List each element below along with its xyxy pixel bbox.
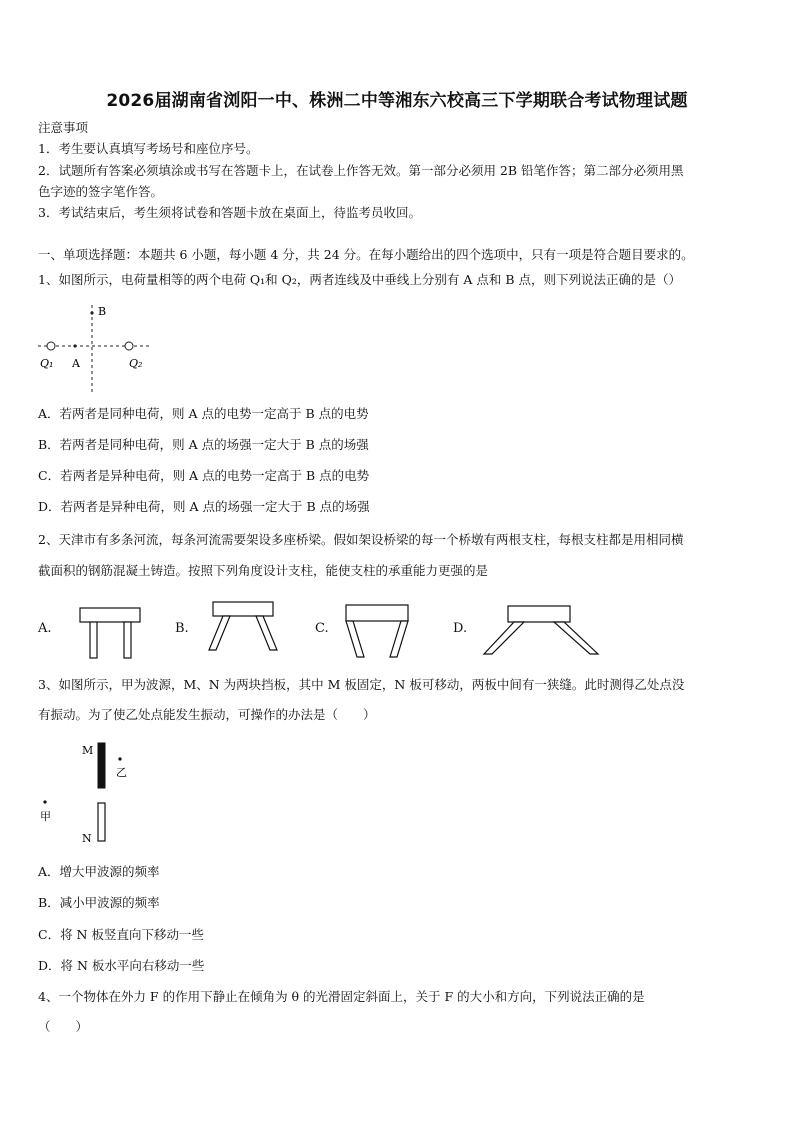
q2-option-c-label: C. [315, 621, 329, 636]
source-jia-icon [43, 800, 46, 803]
notice-item: 色字迹的签字笔作答。 [38, 184, 164, 199]
label-a: A [72, 357, 80, 370]
q1-option-a: A．若两者是同种电荷，则 A 点的电势一定高于 B 点的电势 [38, 406, 369, 421]
label-jia: 甲 [40, 810, 51, 823]
q2-figure-d [480, 604, 620, 660]
plate-m [98, 743, 105, 788]
notice-item: 2．试题所有答案必须填涂或书写在答题卡上，在试卷上作答无效。第一部分必须用 2B 铅笔作答；第二部分必须用黑 [38, 163, 684, 178]
notice-heading: 注意事项 [38, 120, 89, 135]
q2-figure-a [78, 606, 148, 661]
page-title: 2026届湖南省浏阳一中、株洲二中等湘东六校高三下学期联合考试物理试题 [106, 91, 688, 111]
point-b-icon [90, 311, 93, 314]
plate-n [98, 803, 105, 841]
q2-option-a-label: A. [38, 621, 52, 636]
q3-option-a: A．增大甲波源的频率 [38, 864, 160, 879]
q2-option-b-label: B. [175, 621, 189, 636]
q2-figure-c [340, 603, 420, 663]
q1-option-d: D．若两者是异种电荷，则 A 点的场强一定大于 B 点的场强 [38, 499, 370, 514]
notice-item: 1．考生要认真填写考场号和座位序号。 [38, 141, 259, 156]
question-4-stem: 4、一个物体在外力 F 的作用下静止在倾角为 θ 的光滑固定斜面上，关于 F 的大小和方向，下列说法正确的是 [38, 989, 645, 1004]
charge-q1-icon [47, 342, 55, 350]
label-yi: 乙 [116, 766, 127, 779]
q3-option-b: B．减小甲波源的频率 [38, 895, 160, 910]
q1-option-c: C．若两者是异种电荷，则 A 点的电势一定高于 B 点的电势 [38, 468, 370, 483]
question-4-stem: （ ） [38, 1019, 89, 1034]
question-2-stem: 截面积的钢筋混凝土铸造。按照下列角度设计支柱，能使支柱的承重能力更强的是 [38, 563, 489, 578]
section-heading: 一、单项选择题：本题共 6 小题，每小题 4 分，共 24 分。在每小题给出的四个选项中，只有一项是符合题目要求的。 [38, 247, 694, 262]
q1-figure [30, 300, 180, 400]
q3-option-d: D．将 N 板水平向右移动一些 [38, 958, 205, 973]
point-a-icon [73, 344, 76, 347]
q2-figure-b [205, 600, 285, 655]
question-3-stem: 3、如图所示，甲为波源，M、N 为两块挡板，其中 M 板固定，N 板可移动，两板中间有一狭缝。此时测得乙处点没 [38, 677, 685, 692]
q3-figure [30, 738, 150, 848]
point-yi-icon [118, 757, 121, 760]
question-1-stem: 1、如图所示，电荷量相等的两个电荷 Q₁和 Q₂，两者连线及中垂线上分别有 A 点和 B 点，则下列说法正确的是（） [38, 272, 682, 287]
notice-item: 3．考试结束后，考生须将试卷和答题卡放在桌面上，待监考员收回。 [38, 205, 421, 220]
label-b: B [98, 305, 107, 318]
q3-option-c: C．将 N 板竖直向下移动一些 [38, 927, 204, 942]
label-m: M [82, 744, 94, 757]
question-2-stem: 2、天津市有多条河流，每条河流需要架设多座桥梁。假如架设桥梁的每一个桥墩有两根支柱，每根支柱都是用相同横 [38, 532, 684, 547]
question-3-stem: 有振动。为了使乙处点能发生振动，可操作的办法是（ ） [38, 707, 376, 722]
label-n: N [82, 832, 92, 845]
label-q1: Q₁ [40, 357, 54, 370]
label-q2: Q₂ [129, 357, 143, 370]
q1-option-b: B．若两者是同种电荷，则 A 点的场强一定大于 B 点的场强 [38, 437, 369, 452]
charge-q2-icon [125, 342, 133, 350]
q2-option-d-label: D. [453, 621, 468, 636]
